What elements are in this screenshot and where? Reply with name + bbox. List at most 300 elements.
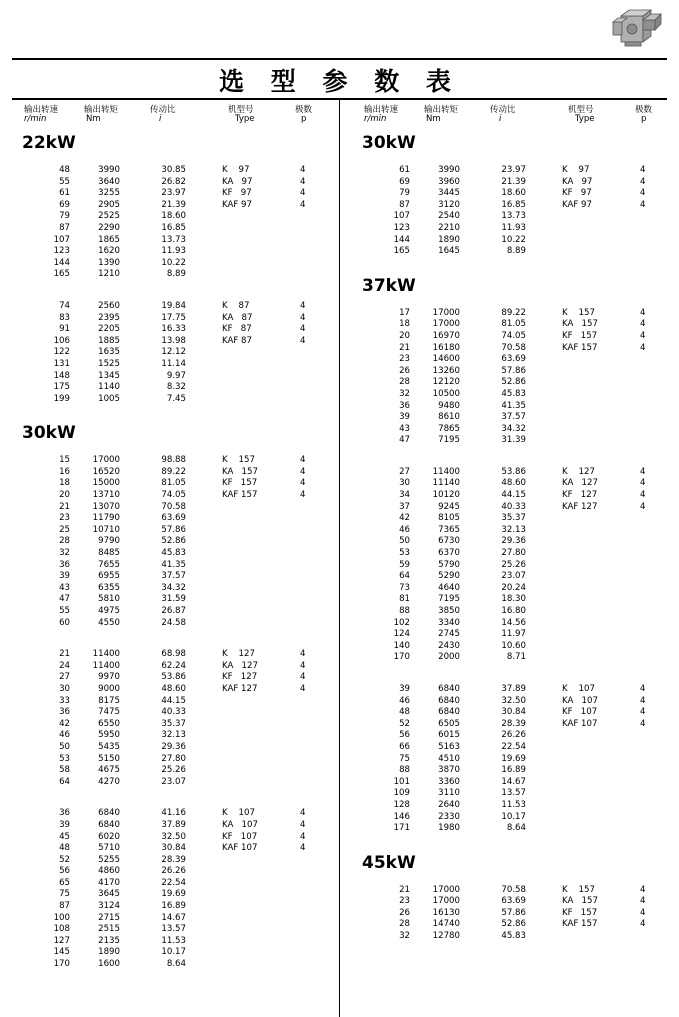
cell-output-torque: 4170 [98,877,120,888]
cell-ratio: 18.30 [501,594,526,605]
cell-poles: 4 [640,695,646,706]
table-row [0,947,339,959]
table-row [0,536,339,548]
cell-output-speed: 123 [393,222,410,233]
cell-ratio: 17.75 [161,312,186,323]
cell-ratio: 89.22 [501,307,526,318]
cell-ratio: 7.45 [166,393,186,404]
cell-output-speed: 170 [393,652,410,663]
cell-poles: 4 [300,660,306,671]
cell-output-torque: 7865 [438,423,460,434]
cell-output-torque: 6015 [438,730,460,741]
table-row [340,412,679,424]
cell-poles: 4 [640,330,646,341]
cell-output-torque: 2745 [438,629,460,640]
cell-ratio: 63.69 [501,896,526,907]
cell-ratio: 19.69 [501,753,526,764]
cell-ratio: 34.32 [161,582,186,593]
cell-output-torque: 11400 [432,466,460,477]
cell-poles: 4 [640,307,646,318]
cell-type: KAF 157 [562,919,598,930]
cell-output-torque: 2395 [98,312,120,323]
table-row [340,641,679,653]
table-row [0,866,339,878]
table-row [0,246,339,258]
cell-output-speed: 52 [59,854,70,865]
header-output-speed-unit: r/min [24,114,47,124]
cell-output-speed: 20 [399,330,410,341]
cell-type: K 157 [222,455,255,466]
cell-ratio: 8.32 [166,382,186,393]
header-ratio: 传动比 [150,105,176,115]
cell-output-speed: 34 [399,490,410,501]
table-row [340,467,679,479]
table-row [0,936,339,948]
cell-output-speed: 144 [393,234,410,245]
cell-output-speed: 27 [59,672,70,683]
cell-ratio: 16.89 [161,901,186,912]
cell-ratio: 16.33 [161,324,186,335]
power-rating-heading: 37kW [362,275,416,296]
table-row [0,959,339,971]
cell-output-torque: 5790 [438,559,460,570]
cell-ratio: 10.22 [501,234,526,245]
table-row [0,742,339,754]
table-row [0,188,339,200]
cell-type: KAF 157 [562,342,598,353]
header-output-speed: 输出转速 [364,105,399,115]
cell-output-speed: 23 [399,896,410,907]
cell-poles: 4 [300,312,306,323]
cell-output-torque: 3120 [438,199,460,210]
cell-ratio: 98.88 [161,455,186,466]
header-poles-unit: p [641,114,647,124]
cell-ratio: 8.64 [506,823,526,834]
cell-output-speed: 88 [399,765,410,776]
cell-type: K 157 [562,884,595,895]
cell-ratio: 29.36 [161,741,186,752]
cell-poles: 4 [300,324,306,335]
header-poles-unit: p [301,114,307,124]
cell-poles: 4 [300,199,306,210]
cell-type: KA 157 [222,466,258,477]
cell-output-torque: 5163 [438,741,460,752]
cell-poles: 4 [640,319,646,330]
cell-ratio: 27.80 [161,753,186,764]
table-row [340,308,679,320]
table-row [340,908,679,920]
table-row [340,478,679,490]
cell-output-speed: 28 [399,919,410,930]
table-row [340,223,679,235]
cell-output-speed: 64 [399,571,410,582]
table-row [340,177,679,189]
cell-output-speed: 175 [53,382,70,393]
cell-poles: 4 [300,819,306,830]
cell-output-torque: 2540 [438,211,460,222]
cell-output-torque: 16520 [92,466,120,477]
cell-output-torque: 6730 [438,536,460,547]
cell-ratio: 41.35 [501,400,526,411]
header-output-torque-unit: Nm [86,114,101,124]
cell-output-speed: 42 [399,513,410,524]
cell-output-speed: 79 [399,188,410,199]
cell-ratio: 37.57 [501,412,526,423]
cell-output-torque: 17000 [432,307,460,318]
table-row [340,823,679,835]
cell-output-speed: 170 [53,959,70,970]
cell-type: KF 87 [222,324,252,335]
cell-poles: 4 [300,490,306,501]
table-row [0,269,339,281]
table-row [340,502,679,514]
cell-output-torque: 3110 [438,788,460,799]
cell-output-speed: 36 [399,400,410,411]
title-rule-top [12,58,667,60]
table-row [340,777,679,789]
cell-poles: 4 [300,466,306,477]
cell-output-speed: 52 [399,718,410,729]
spec-table [0,649,339,788]
spec-table [340,684,679,835]
cell-ratio: 11.93 [501,222,526,233]
cell-output-speed: 56 [59,866,70,877]
cell-ratio: 37.89 [501,683,526,694]
spec-table [340,885,679,943]
cell-ratio: 52.86 [501,377,526,388]
cell-output-speed: 36 [59,707,70,718]
spec-table [0,301,339,405]
table-row [340,707,679,719]
cell-output-speed: 33 [59,695,70,706]
cell-poles: 4 [640,501,646,512]
cell-output-speed: 124 [393,629,410,640]
cell-output-torque: 3360 [438,776,460,787]
cell-type: KAF 127 [222,683,258,694]
cell-output-torque: 1525 [98,358,120,369]
cell-ratio: 23.97 [161,188,186,199]
cell-output-speed: 53 [399,548,410,559]
cell-ratio: 8.89 [166,269,186,280]
cell-ratio: 16.85 [161,222,186,233]
cell-output-speed: 46 [59,730,70,741]
cell-output-speed: 87 [399,199,410,210]
cell-type: KA 87 [222,312,253,323]
table-row [340,885,679,897]
cell-output-torque: 3850 [438,606,460,616]
cell-output-speed: 18 [399,319,410,330]
cell-output-speed: 53 [59,753,70,764]
cell-ratio: 40.33 [501,501,526,512]
table-row [0,313,339,325]
cell-output-torque: 1890 [438,234,460,245]
cell-output-torque: 1600 [98,959,120,970]
cell-output-speed: 107 [53,234,70,245]
cell-type: KA 107 [222,819,258,830]
cell-output-speed: 50 [59,741,70,752]
cell-output-speed: 75 [399,753,410,764]
cell-output-torque: 3255 [98,188,120,199]
cell-output-speed: 20 [59,490,70,501]
cell-output-torque: 13710 [92,490,120,501]
cell-type: KA 127 [222,660,258,671]
cell-ratio: 53.86 [501,466,526,477]
cell-ratio: 13.57 [501,788,526,799]
table-row [340,696,679,708]
cell-output-torque: 12120 [432,377,460,388]
cell-ratio: 57.86 [161,524,186,535]
table-row [0,258,339,270]
cell-ratio: 32.13 [161,730,186,741]
cell-output-speed: 55 [59,606,70,616]
table-row [0,606,339,618]
cell-output-speed: 48 [399,707,410,718]
table-row [340,548,679,560]
cell-output-torque: 3960 [438,176,460,187]
table-row [340,424,679,436]
cell-output-speed: 21 [59,649,70,660]
cell-output-torque: 14600 [432,354,460,365]
cell-output-speed: 30 [399,478,410,489]
cell-ratio: 23.97 [501,165,526,175]
cell-output-torque: 6840 [98,808,120,819]
cell-output-torque: 6840 [98,819,120,830]
right-column-sections [340,128,679,943]
cell-ratio: 20.24 [501,582,526,593]
cell-output-torque: 4270 [98,776,120,787]
table-row [340,235,679,247]
table-row [340,331,679,343]
cell-poles: 4 [640,199,646,210]
cell-output-torque: 3445 [438,188,460,199]
cell-output-torque: 13070 [92,501,120,512]
cell-ratio: 11.14 [161,358,186,369]
cell-output-speed: 101 [393,776,410,787]
spec-table [340,467,679,664]
cell-type: KF 157 [562,907,598,918]
cell-output-speed: 60 [59,617,70,628]
table-row [0,618,339,630]
cell-output-torque: 5290 [438,571,460,582]
cell-output-speed: 87 [59,901,70,912]
cell-ratio: 63.69 [501,354,526,365]
cell-output-speed: 32 [59,548,70,559]
cell-output-torque: 2135 [98,935,120,946]
cell-output-speed: 46 [399,695,410,706]
cell-type: KAF 97 [562,199,592,210]
block-spacer [340,664,679,684]
cell-output-speed: 65 [59,877,70,888]
table-row [0,820,339,832]
cell-output-speed: 140 [393,640,410,651]
cell-output-speed: 145 [53,947,70,958]
power-rating-heading: 22kW [22,133,76,153]
cell-output-speed: 39 [59,571,70,582]
header-type: 机型号 [568,105,594,115]
cell-ratio: 11.53 [161,935,186,946]
cell-poles: 4 [300,672,306,683]
table-row [0,513,339,525]
cell-output-speed: 81 [399,594,410,605]
header-ratio-unit: i [159,114,162,124]
cell-ratio: 31.39 [501,435,526,446]
cell-poles: 4 [640,707,646,718]
cell-poles: 4 [300,176,306,187]
cell-output-torque: 1390 [98,257,120,268]
table-row [340,571,679,583]
cell-output-torque: 4860 [98,866,120,877]
cell-type: KA 127 [562,478,598,489]
cell-output-speed: 144 [53,257,70,268]
table-row [340,536,679,548]
cell-output-torque: 1620 [98,246,120,257]
cell-ratio: 22.54 [161,877,186,888]
cell-poles: 4 [640,896,646,907]
cell-output-speed: 100 [53,912,70,923]
cell-output-speed: 32 [399,388,410,399]
table-row [340,560,679,572]
table-row [0,177,339,189]
cell-output-torque: 3340 [438,617,460,628]
table-row [0,200,339,212]
cell-ratio: 44.15 [501,490,526,501]
right-column [340,102,679,943]
cell-ratio: 57.86 [501,365,526,376]
header-ratio-unit: i [499,114,502,124]
cell-output-speed: 61 [399,165,410,175]
cell-ratio: 63.69 [161,513,186,524]
cell-output-torque: 2290 [98,222,120,233]
header-poles: 极数 [295,105,313,115]
header-output-speed-unit: r/min [364,114,387,124]
cell-output-torque: 7195 [438,594,460,605]
table-row [340,513,679,525]
cell-output-speed: 18 [59,478,70,489]
cell-ratio: 10.22 [161,257,186,268]
cell-ratio: 48.60 [161,683,186,694]
cell-output-speed: 88 [399,606,410,616]
cell-type: K 127 [562,466,595,477]
cell-output-speed: 74 [59,300,70,311]
cell-poles: 4 [640,884,646,895]
cell-output-torque: 5150 [98,753,120,764]
spec-table [340,165,679,258]
table-row [340,188,679,200]
cell-type: K 97 [562,165,590,175]
cell-type: KAF 157 [222,490,258,501]
cell-ratio: 21.39 [161,199,186,210]
cell-poles: 4 [640,165,646,175]
cell-output-torque: 5950 [98,730,120,741]
cell-output-speed: 17 [399,307,410,318]
cell-ratio: 30.84 [501,707,526,718]
table-row [340,165,679,177]
cell-poles: 4 [300,455,306,466]
cell-poles: 4 [640,478,646,489]
cell-poles: 4 [640,342,646,353]
table-row [0,878,339,890]
cell-output-torque: 4550 [98,617,120,628]
cell-poles: 4 [300,300,306,311]
cell-output-torque: 10120 [432,490,460,501]
table-row [0,707,339,719]
table-row [340,765,679,777]
cell-output-torque: 3990 [98,165,120,175]
table-row [0,889,339,901]
cell-type: K 87 [222,300,250,311]
cell-output-speed: 39 [399,683,410,694]
cell-ratio: 31.59 [161,594,186,605]
cell-ratio: 16.85 [501,199,526,210]
cell-output-speed: 50 [399,536,410,547]
table-row [340,742,679,754]
spec-table [0,808,339,970]
cell-output-speed: 107 [393,211,410,222]
cell-type: KF 127 [562,490,598,501]
cell-output-speed: 47 [399,435,410,446]
cell-ratio: 16.80 [501,606,526,616]
table-row [340,354,679,366]
cell-output-speed: 15 [59,455,70,466]
cell-ratio: 48.60 [501,478,526,489]
cell-ratio: 68.98 [161,649,186,660]
cell-output-torque: 6840 [438,683,460,694]
cell-output-torque: 7475 [98,707,120,718]
cell-ratio: 74.05 [501,330,526,341]
table-row [0,649,339,661]
table-row [340,200,679,212]
table-row [0,382,339,394]
table-row [340,684,679,696]
cell-output-torque: 7655 [98,559,120,570]
cell-type: KA 107 [562,695,598,706]
cell-output-torque: 10710 [92,524,120,535]
block-spacer [0,442,339,455]
table-row [0,594,339,606]
table-row [340,931,679,943]
table-row [0,661,339,673]
cell-poles: 4 [300,478,306,489]
table-row [340,754,679,766]
cell-output-torque: 1865 [98,234,120,245]
table-row [0,583,339,595]
table-row [340,211,679,223]
cell-ratio: 30.85 [161,165,186,175]
cell-type: K 107 [222,808,255,819]
cell-output-torque: 16130 [432,907,460,918]
cell-ratio: 18.60 [161,211,186,222]
cell-output-torque: 1005 [98,393,120,404]
cell-output-speed: 36 [59,808,70,819]
cell-output-torque: 6840 [438,695,460,706]
cell-output-speed: 165 [393,246,410,257]
cell-output-torque: 8175 [98,695,120,706]
cell-output-torque: 17000 [92,455,120,466]
cell-output-torque: 2430 [438,640,460,651]
cell-ratio: 37.57 [161,571,186,582]
cell-type: K 107 [562,683,595,694]
table-row [0,672,339,684]
table-row [340,606,679,618]
table-row [0,478,339,490]
table-row [340,730,679,742]
table-row [0,394,339,406]
table-row [340,896,679,908]
cell-output-torque: 2330 [438,811,460,822]
cell-poles: 4 [300,188,306,199]
cell-output-torque: 5435 [98,741,120,752]
cell-output-torque: 5255 [98,854,120,865]
